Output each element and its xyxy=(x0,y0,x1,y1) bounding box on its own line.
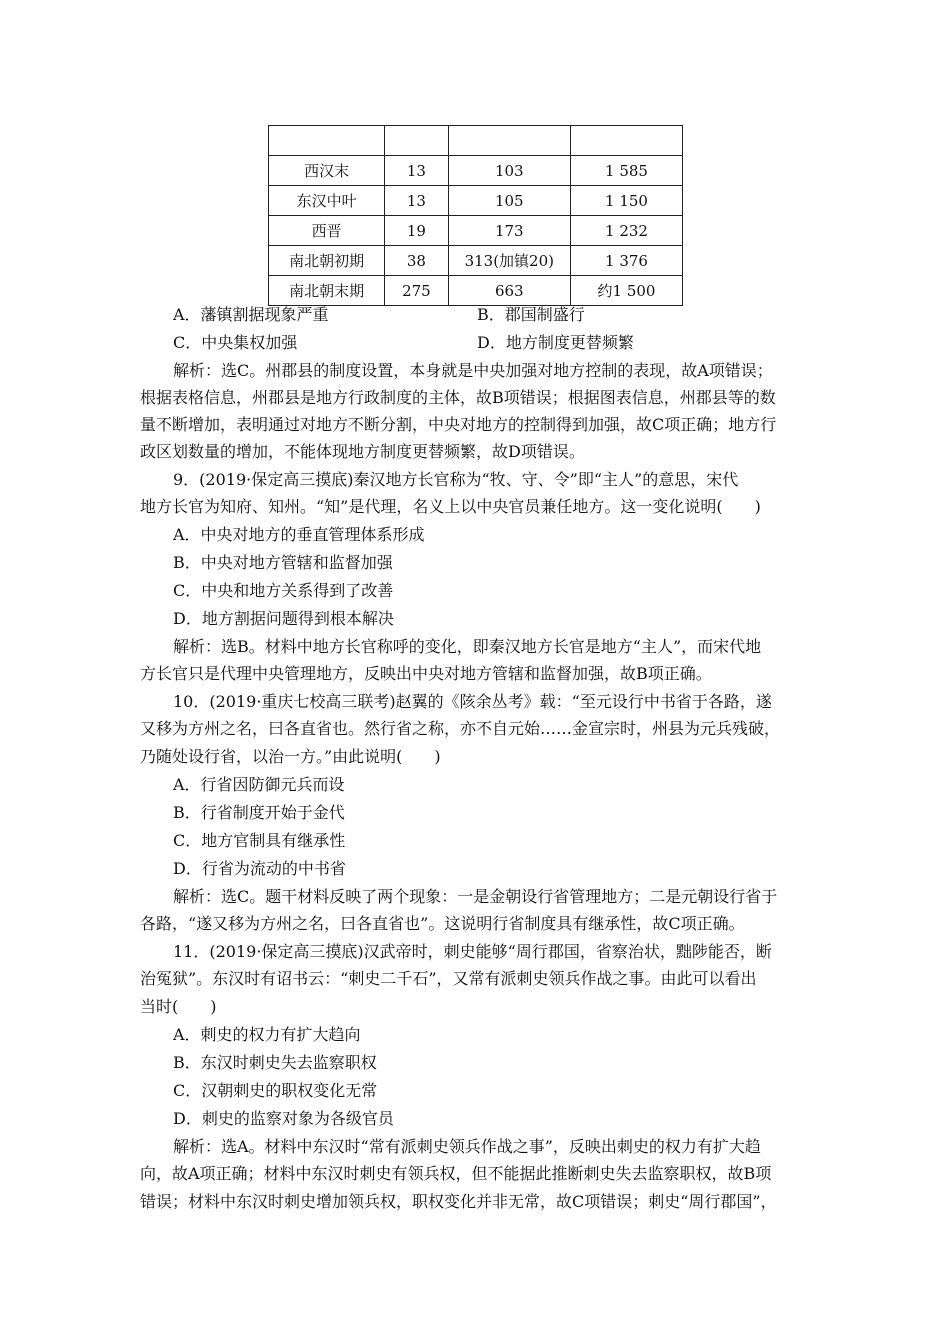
table-cell: 13 xyxy=(385,156,448,186)
q10-analysis-line: 各路，“遂又移为方州之名，曰各直省也”。这说明行省制度具有继承性，故C项正确。 xyxy=(140,914,745,933)
q8-option-d: D．地方制度更替频繁 xyxy=(477,333,634,352)
q8-analysis-line: 解析：选C。州郡县的制度设置，本身就是中央加强对地方控制的表现，故A项错误； xyxy=(173,361,773,380)
table-cell xyxy=(570,126,682,156)
table-row xyxy=(269,216,683,246)
q10-option-c: C．地方官制具有继承性 xyxy=(173,831,346,850)
table-cell xyxy=(448,126,570,156)
q8-analysis-line: 根据表格信息，州郡县是地方行政制度的主体，故B项错误；根据图表信息，州郡县等的数 xyxy=(140,388,776,407)
q9-option-c: C．中央和地方关系得到了改善 xyxy=(173,581,394,600)
q8-option-c: C．中央集权加强 xyxy=(173,333,298,352)
q8-option-a: A．藩镇割据现象严重 xyxy=(173,305,329,324)
q11-analysis-line: 解析：选A。材料中东汉时“常有派刺史领兵作战之事”，反映出刺史的权力有扩大趋 xyxy=(173,1137,761,1156)
q10-stem-line: 又移为方州之名，曰各直省也。然行省之称，亦不自元始……金宣宗时，州县为元兵残破， xyxy=(140,719,781,738)
q11-option-a: A．刺史的权力有扩大趋向 xyxy=(173,1025,361,1044)
table-cell: 105 xyxy=(448,186,570,216)
table-row xyxy=(269,186,683,216)
table-row xyxy=(269,156,683,186)
table-row xyxy=(269,276,683,306)
table-header-row xyxy=(269,126,683,156)
q11-option-c: C．汉朝刺史的职权变化无常 xyxy=(173,1081,378,1100)
q8-analysis-line: 政区划数量的增加，不能体现地方制度更替频繁，故D项错误。 xyxy=(140,442,585,461)
q9-stem-line: 地方长官为知府、知州。“知”是代理，名义上以中央官员兼任地方。这一变化说明( ) xyxy=(140,497,761,516)
table-cell: 约1 500 xyxy=(570,276,682,306)
table-cell: 275 xyxy=(385,276,448,306)
table-cell: 173 xyxy=(448,216,570,246)
table-cell: 西晋 xyxy=(269,216,385,246)
q9-option-b: B．中央对地方管辖和监督加强 xyxy=(173,553,393,572)
q11-stem-line: 当时( ) xyxy=(140,997,217,1016)
q9-option-d: D．地方割据问题得到根本解决 xyxy=(173,609,394,628)
table-cell: 38 xyxy=(385,246,448,276)
q9-option-a: A．中央对地方的垂直管理体系形成 xyxy=(173,525,425,544)
table-cell: 东汉中叶 xyxy=(269,186,385,216)
table-cell: 西汉末 xyxy=(269,156,385,186)
table-cell xyxy=(269,126,385,156)
q10-stem-line: 乃随处设行省，以治一方。”由此说明( ) xyxy=(140,747,441,766)
q11-analysis-line: 错误；材料中东汉时刺史增加领兵权，职权变化并非无常，故C项错误；刺史“周行郡国”， xyxy=(140,1192,777,1211)
q10-option-b: B．行省制度开始于金代 xyxy=(173,803,345,822)
table-row xyxy=(269,246,683,276)
q11-option-b: B．东汉时刺史失去监察职权 xyxy=(173,1053,377,1072)
q9-analysis-line: 方长官只是代理中央管理地方，反映出中央对地方管辖和监督加强，故B项正确。 xyxy=(140,664,712,683)
q10-stem-line: 10．(2019·重庆七校高三联考)赵翼的《陔余丛考》载：“至元设行中书省于各路，遂 xyxy=(173,692,772,711)
table-cell: 南北朝初期 xyxy=(269,246,385,276)
q11-option-d: D．刺史的监察对象为各级官员 xyxy=(173,1109,394,1128)
data-table xyxy=(268,125,683,306)
table-cell: 13 xyxy=(385,186,448,216)
q10-option-d: D．行省为流动的中书省 xyxy=(173,859,346,878)
table-cell: 1 376 xyxy=(570,246,682,276)
table-cell: 1 585 xyxy=(570,156,682,186)
q9-analysis-line: 解析：选B。材料中地方长官称呼的变化，即秦汉地方长官是地方“主人”，而宋代地 xyxy=(173,637,762,656)
table-cell: 663 xyxy=(448,276,570,306)
q11-stem-line: 11．(2019·保定高三摸底)汉武帝时，刺史能够“周行郡国，省察治状，黜陟能否，断 xyxy=(173,942,772,961)
table-cell: 1 232 xyxy=(570,216,682,246)
q11-analysis-line: 向，故A项正确；材料中东汉时刺史有领兵权，但不能据此推断刺史失去监察职权，故B项 xyxy=(140,1164,772,1183)
q8-option-b: B．郡国制盛行 xyxy=(477,305,585,324)
table-cell: 1 150 xyxy=(570,186,682,216)
table-cell xyxy=(385,126,448,156)
table-cell: 19 xyxy=(385,216,448,246)
q10-option-a: A．行省因防御元兵而设 xyxy=(173,775,345,794)
table-cell: 313(加镇20) xyxy=(448,246,570,276)
q10-analysis-line: 解析：选C。题干材料反映了两个现象：一是金朝设行省管理地方；二是元朝设行省于 xyxy=(173,887,778,906)
table-cell: 南北朝末期 xyxy=(269,276,385,306)
q11-stem-line: 治冤狱”。东汉时有诏书云：“刺史二千石”，又常有派刺史领兵作战之事。由此可以看出 xyxy=(140,969,757,988)
q8-analysis-line: 量不断增加，表明通过对地方不断分割，中央对地方的控制得到加强，故C项正确；地方行 xyxy=(140,415,777,434)
table-cell: 103 xyxy=(448,156,570,186)
q9-stem-line: 9．(2019·保定高三摸底)秦汉地方长官称为“牧、守、令”即“主人”的意思，宋代 xyxy=(173,470,739,489)
